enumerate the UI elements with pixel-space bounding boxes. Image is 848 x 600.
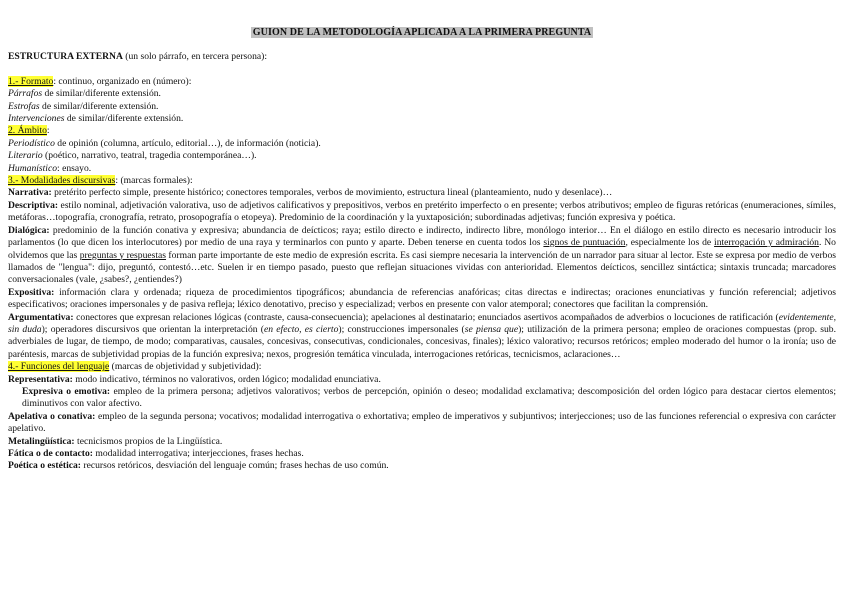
list-item: Estrofas de similar/diferente extensión. [8, 100, 159, 112]
section-funciones [8, 361, 836, 473]
paragraph-narrativa: Narrativa: pretérito perfecto simple, presente histórico; conectores temporales, verbos de movimiento, estructura lineal (planteamiento, nudo y desenlace)… [8, 187, 613, 199]
section-modalidades [8, 175, 836, 361]
list-item: Intervenciones de similar/diferente extensión. [8, 113, 184, 125]
section-formato [8, 76, 836, 126]
section-ambito [8, 125, 836, 175]
list-item: Periodístico de opinión (columna, artículo, editorial…), de información (noticia). [8, 137, 321, 149]
section-heading: 2. Ámbito: [8, 125, 50, 137]
paragraph-apelativa: Apelativa o conativa: empleo de la segunda persona; vocativos; modalidad interrogativa o exhortativa; empleo de imperativos y subjuntivos; interjecciones; uso de las funciones referencial o expresiva con carácter apelativo. [8, 410, 836, 435]
paragraph-poetica: Poética o estética: recursos retóricos, desviación del lenguaje común; frases hechas de uso común. [8, 460, 389, 472]
paragraph-metalinguistica: Metalingüística: tecnicismos propios de la Lingüística. [8, 435, 223, 447]
list-item: Humanístico: ensayo. [8, 162, 92, 174]
document-title: GUION DE LA METODOLOGÍA APLICADA A LA PRIMERA PREGUNTA [252, 27, 592, 38]
section-heading: 4.- Funciones del lenguaje (marcas de objetividad y subjetividad): [8, 361, 262, 373]
list-item: Párrafos de similar/diferente extensión. [8, 88, 161, 100]
paragraph-descriptiva: Descriptiva: estilo nominal, adjetivación valorativa, uso de adjetivos calificativos y prepositivos, verbos en pretérito imperfecto o en presente; verbos atributivos; empleo de figuras retóricas (enumeraciones, símiles, metáforas…topografía, cronografía, retrato, prosopografía o etopeya). Predominio de la coordinación y la yuxtaposición; subordinadas adjetivas; función expresiva y poética. [8, 199, 836, 224]
paragraph-representativa: Representativa: modo indicativo, términos no valorativos, orden lógico; modalidad enunciativa. [8, 373, 381, 385]
section-heading: 3.- Modalidades discursivas: (marcas formales): [8, 175, 193, 187]
paragraph-expositiva: Expositiva: información clara y ordenada; riqueza de procedimientos tipográficos; abundancia de referencias anafóricas; citas directas e indirectas; oraciones enunciativas y función referencial; adjetivos especificativos; oraciones impersonales y de pasiva refleja; léxico denotativo, preciso y especializad; verbos en presente con valor atemporal; conectores que facilitan la comprensión. [8, 286, 836, 311]
paragraph-dialogica: Dialógica: predominio de la función conativa y expresiva; abundancia de deícticos; raya; estilo directo e indirecto, indirecto libre, monólogo interior… En el diálogo en estilo directo es necesario introducir los parlamentos (lo que dicen los interlocutores) por medio de una raya y terminarlos con punto y aparte. Deben tenerse en cuenta todos los signos de puntuación, especialmente los de interrogación y admiración. No olvidemos que las preguntas y respuestas forman parte importante de este medio de expresión escrita. Es casi siempre necesaria la intervención de un narrador para situar al lector. Este se expresa por medio de verbos llamados de "lengua": dijo, preguntó, contestó…etc. Suelen ir en tiempo pasado, puesto que reflejan situaciones vividas con anterioridad. Elementos deícticos, sencillez sintáctica; sintaxis truncada; marcadores conversacionales (vale, ¿sabes?, ¿entiendes?) [8, 224, 836, 286]
list-item: Literario (poético, narrativo, teatral, tragedia contemporánea…). [8, 150, 257, 162]
paragraph-expresiva: Expresiva o emotiva: empleo de la primera persona; adjetivos valorativos; verbos de percepción, opinión o deseo; modalidad exclamativa; descomposición del orden lógico para destacar ciertos elementos; diminutivos con valor afectivo. [22, 385, 836, 410]
intro-line: ESTRUCTURA EXTERNA (un solo párrafo, en tercera persona): [8, 51, 267, 63]
section-heading: 1.- Formato: continuo, organizado en (número): [8, 75, 192, 87]
paragraph-fatica: Fática o de contacto: modalidad interrogativa; interjecciones, frases hechas. [8, 448, 304, 459]
paragraph-argumentativa: Argumentativa: conectores que expresan relaciones lógicas (contraste, causa-consecuencia); apelaciones al destinatario; enunciados asertivos acompañados de adverbios o locuciones de ratificación (evidentemente, sin duda); operadores discursivos que orientan la interpretación (en efecto, es cierto); construcciones impersonales (se piensa que); utilización de la primera persona; empleo de oraciones compuestas (prop. sub. adverbiales de lugar, de tiempo, de modo; comparativas, causales, concesivas, consecutivas, condicionales, concesivas, finales); léxico valorativo; recursos retóricos; empleo moderado del humor o la ironía; uso de paréntesis, marcas de subjetividad propias de la función expresiva; nexos, progresión temática vinculada, interrogaciones retóricas, tecnicismos, aclaraciones… [8, 311, 836, 360]
